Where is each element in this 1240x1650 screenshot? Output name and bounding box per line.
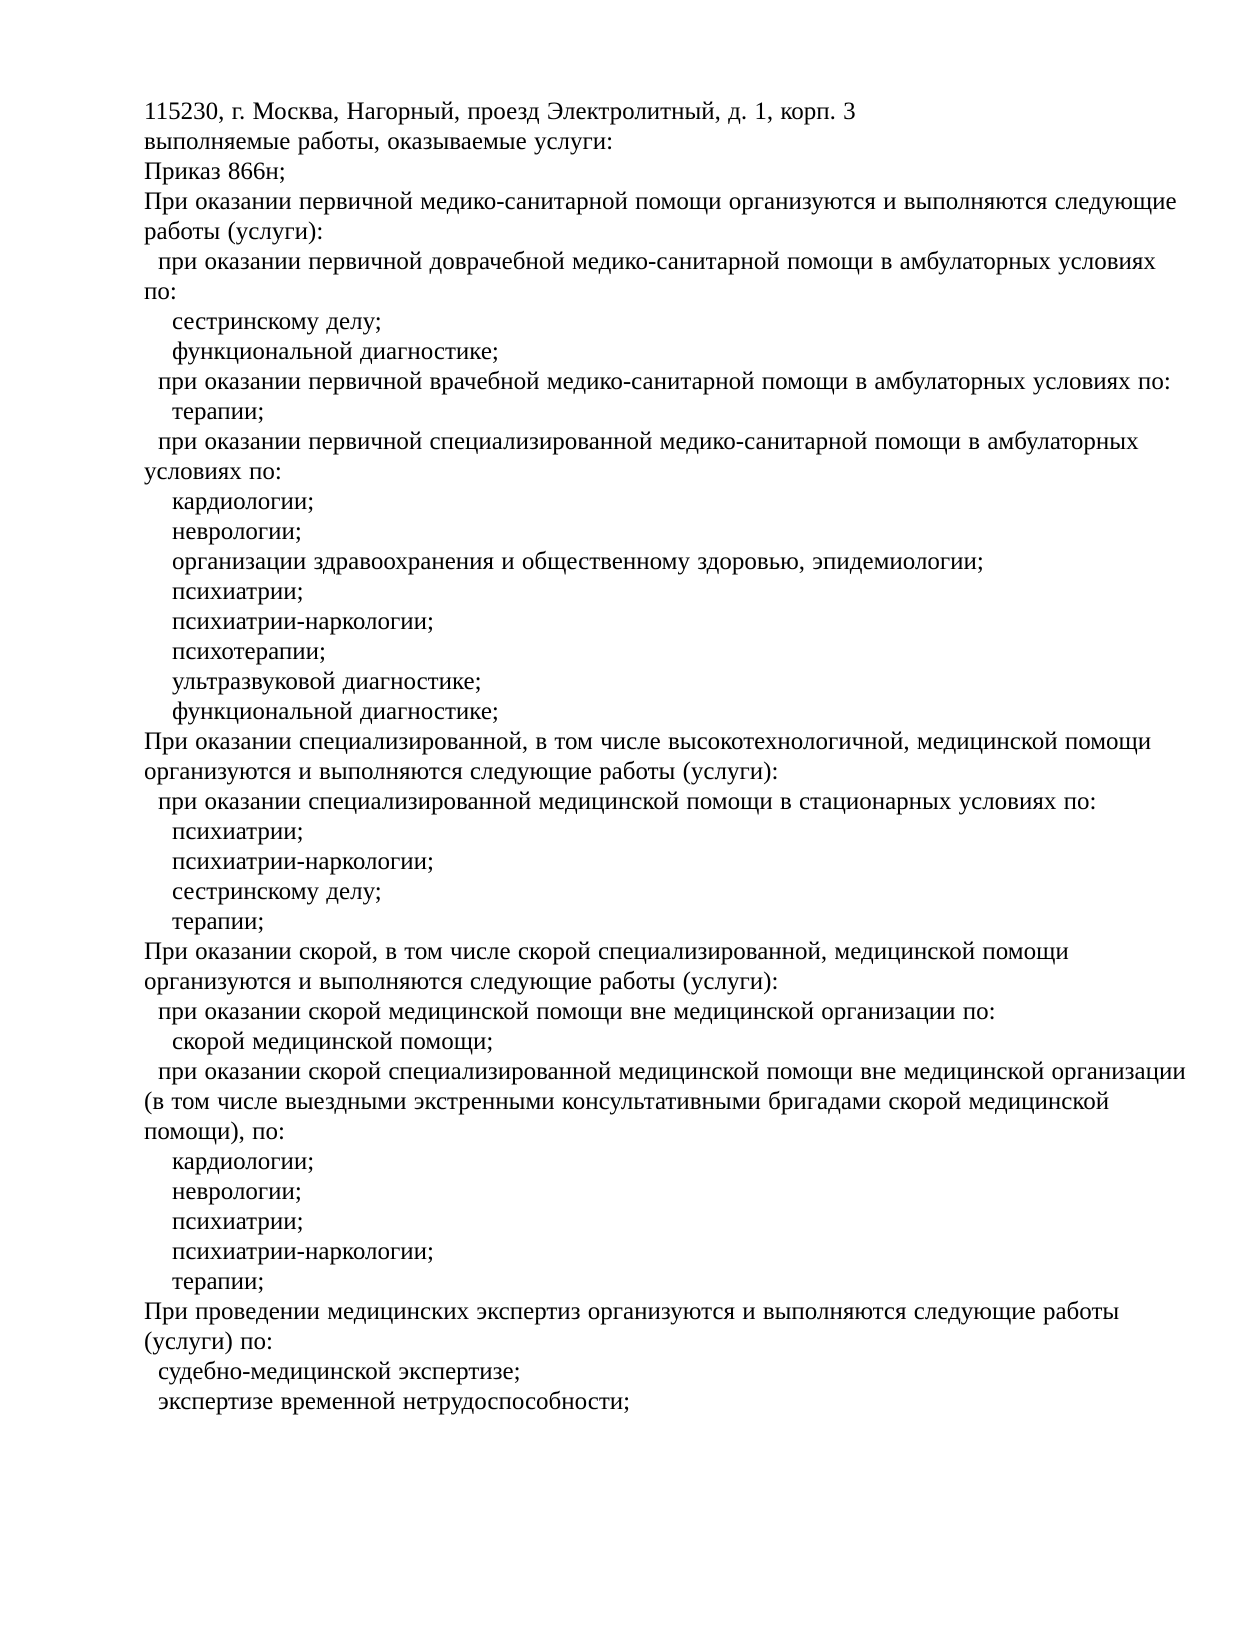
document-line: экспертизе временной нетрудоспособности;: [158, 1388, 631, 1415]
document-line: ультразвуковой диагностике;: [172, 668, 482, 695]
document-line: сестринскому делу;: [172, 308, 382, 335]
document-line: при оказании первичной специализированной медико-санитарной помощи в амбулаторных: [158, 428, 1139, 455]
document-line: условиях по:: [144, 458, 282, 485]
document-line: организуются и выполняются следующие работы (услуги):: [144, 968, 779, 995]
document-line: При оказании скорой, в том числе скорой специализированной, медицинской помощи: [144, 938, 1069, 965]
document-line: При оказании первичной медико-санитарной помощи организуются и выполняются следующие: [144, 188, 1177, 215]
document-line: работы (услуги):: [144, 218, 324, 245]
document-line: психиатрии;: [172, 818, 304, 845]
document-line: терапии;: [172, 1268, 265, 1295]
document-line: при оказании специализированной медицинской помощи в стационарных условиях по:: [158, 788, 1097, 815]
document-line: сестринскому делу;: [172, 878, 382, 905]
document-line: организации здравоохранения и общественному здоровью, эпидемиологии;: [172, 548, 984, 575]
document-line: выполняемые работы, оказываемые услуги:: [144, 128, 614, 155]
document-text-block: [144, 97, 1204, 1417]
document-line: терапии;: [172, 908, 265, 935]
document-line: функциональной диагностике;: [172, 338, 499, 365]
document-line: психиатрии-наркологии;: [172, 848, 434, 875]
document-line: кардиологии;: [172, 1148, 315, 1175]
document-line: психиатрии;: [172, 1208, 304, 1235]
document-line: при оказании первичной врачебной медико-санитарной помощи в амбулаторных условиях по:: [158, 368, 1171, 395]
document-line: психотерапии;: [172, 638, 326, 665]
document-line: судебно-медицинской экспертизе;: [158, 1358, 521, 1385]
document-line: по:: [144, 278, 177, 305]
document-line: неврологии;: [172, 1178, 302, 1205]
document-line: функциональной диагностике;: [172, 698, 499, 725]
document-line: неврологии;: [172, 518, 302, 545]
document-line: скорой медицинской помощи;: [172, 1028, 494, 1055]
document-line: при оказании скорой специализированной медицинской помощи вне медицинской организации: [158, 1058, 1186, 1085]
document-line: 115230, г. Москва, Нагорный, проезд Электролитный, д. 1, корп. 3: [144, 98, 856, 125]
document-line: кардиологии;: [172, 488, 315, 515]
document-line: Приказ 866н;: [144, 158, 286, 185]
document-line: терапии;: [172, 398, 265, 425]
document-line: (услуги) по:: [144, 1328, 273, 1355]
document-line: (в том числе выездными экстренными консультативными бригадами скорой медицинской: [144, 1088, 1110, 1115]
document-line: психиатрии-наркологии;: [172, 1238, 434, 1265]
document-line: психиатрии;: [172, 578, 304, 605]
document-line: психиатрии-наркологии;: [172, 608, 434, 635]
document-line: помощи), по:: [144, 1118, 286, 1145]
document-line: При оказании специализированной, в том числе высокотехнологичной, медицинской помощи: [144, 728, 1152, 755]
document-line: организуются и выполняются следующие работы (услуги):: [144, 758, 779, 785]
document-line: при оказании первичной доврачебной медико-санитарной помощи в амбулаторных условиях: [158, 248, 1156, 275]
document-line: при оказании скорой медицинской помощи вне медицинской организации по:: [158, 998, 996, 1025]
document-line: При проведении медицинских экспертиз организуются и выполняются следующие работы: [144, 1298, 1120, 1325]
